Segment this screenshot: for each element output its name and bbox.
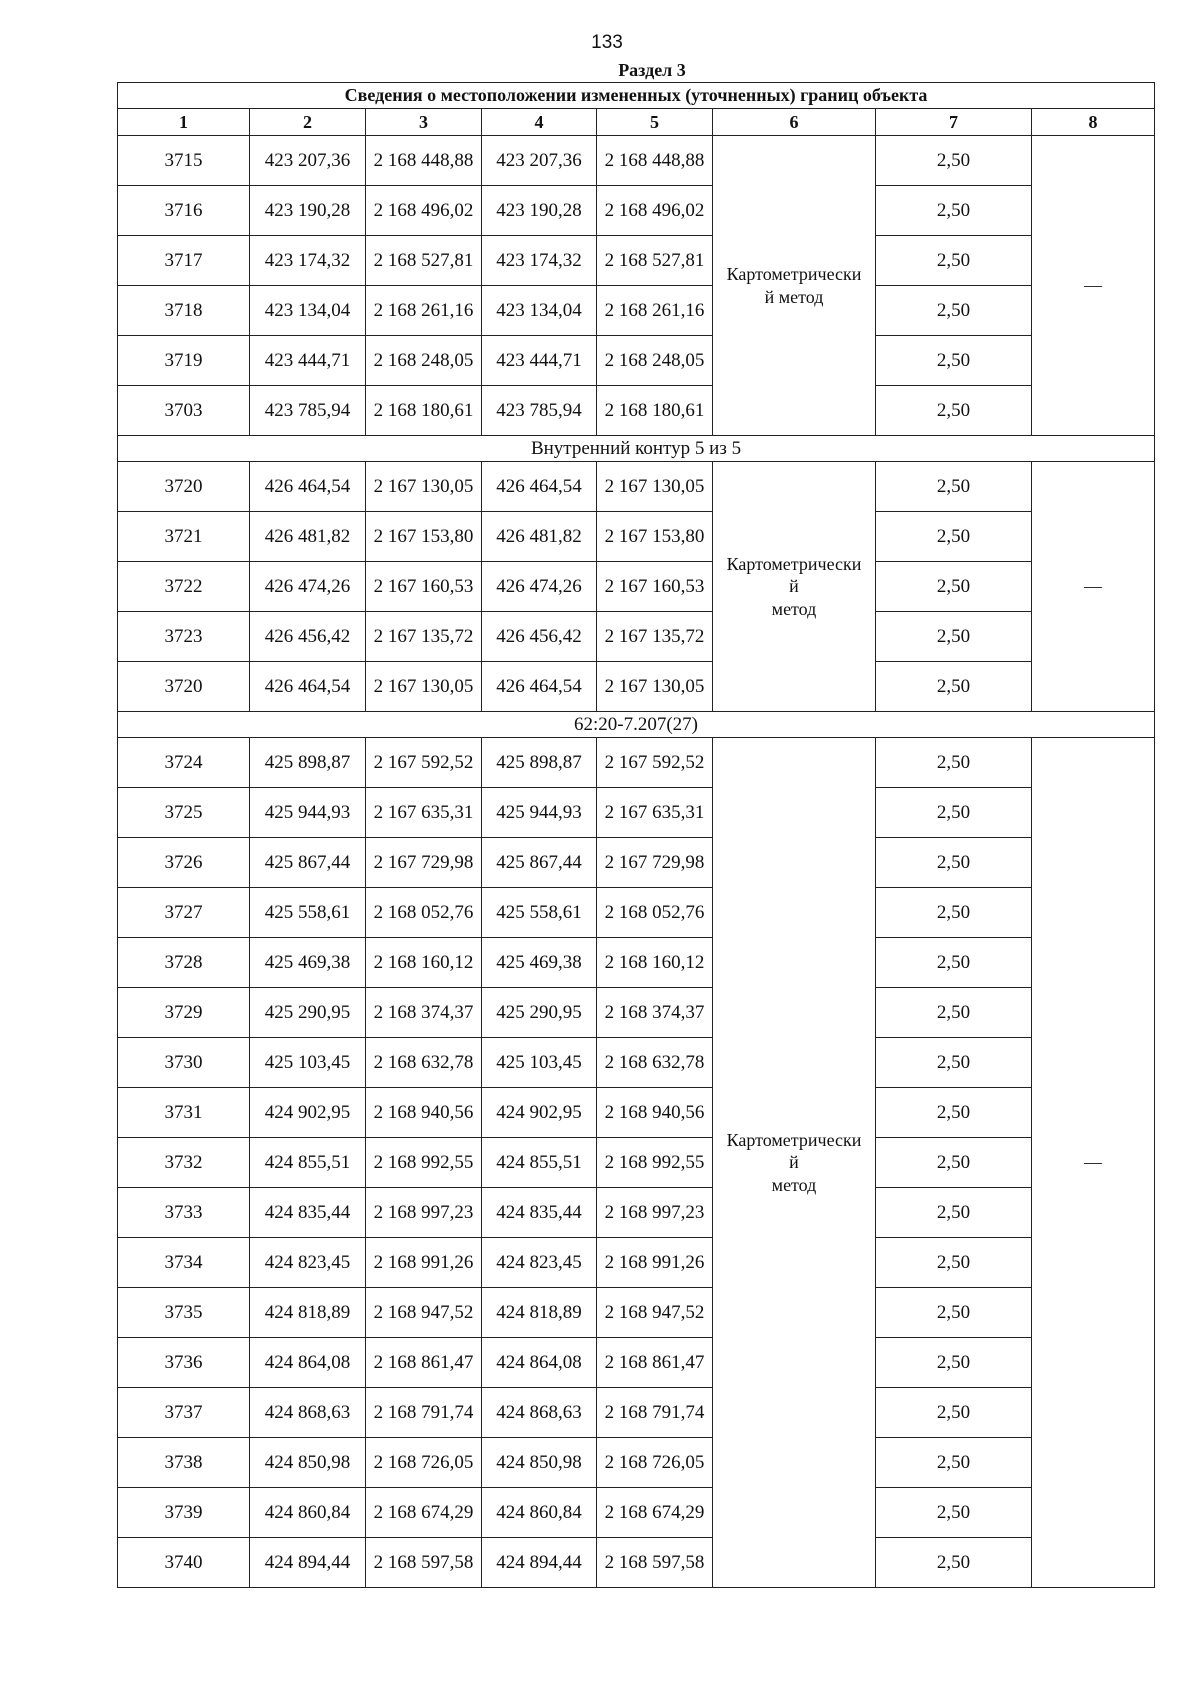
y-new-cell: 2 168 160,12 <box>597 938 713 988</box>
precision-cell: 2,50 <box>876 1038 1032 1088</box>
x-old-cell: 423 785,94 <box>250 386 366 436</box>
x-old-cell: 425 944,93 <box>250 788 366 838</box>
y-new-cell: 2 168 940,56 <box>597 1088 713 1138</box>
point-number-cell: 3728 <box>118 938 250 988</box>
x-new-cell: 426 481,82 <box>482 512 597 562</box>
y-new-cell: 2 167 160,53 <box>597 562 713 612</box>
table-row <box>118 1138 1155 1188</box>
method-text-line: й <box>789 1152 799 1173</box>
x-old-cell: 424 860,84 <box>250 1488 366 1538</box>
precision-cell: 2,50 <box>876 1238 1032 1288</box>
column-header: 7 <box>876 109 1032 136</box>
table-row <box>118 1488 1155 1538</box>
table-row <box>118 1288 1155 1338</box>
point-number-cell: 3734 <box>118 1238 250 1288</box>
precision-cell: 2,50 <box>876 788 1032 838</box>
y-old-cell: 2 168 947,52 <box>366 1288 482 1338</box>
x-old-cell: 424 855,51 <box>250 1138 366 1188</box>
x-new-cell: 423 190,28 <box>482 186 597 236</box>
point-number-cell: 3721 <box>118 512 250 562</box>
y-old-cell: 2 167 130,05 <box>366 662 482 712</box>
x-new-cell: 424 823,45 <box>482 1238 597 1288</box>
y-old-cell: 2 167 160,53 <box>366 562 482 612</box>
x-old-cell: 425 558,61 <box>250 888 366 938</box>
method-text-line: Картометрически <box>726 1129 862 1150</box>
table-row <box>118 1338 1155 1388</box>
table-row <box>118 462 1155 512</box>
table-row <box>118 512 1155 562</box>
column-header: 5 <box>597 109 713 136</box>
table-row <box>118 1088 1155 1138</box>
method-cell <box>713 462 876 712</box>
y-new-cell: 2 168 496,02 <box>597 186 713 236</box>
precision-cell: 2,50 <box>876 1488 1032 1538</box>
x-new-cell: 426 456,42 <box>482 612 597 662</box>
table-body <box>118 136 1155 1588</box>
x-old-cell: 424 835,44 <box>250 1188 366 1238</box>
contour-label-row <box>118 712 1155 738</box>
y-old-cell: 2 168 997,23 <box>366 1188 482 1238</box>
x-old-cell: 424 850,98 <box>250 1438 366 1488</box>
y-new-cell: 2 168 726,05 <box>597 1438 713 1488</box>
table-row <box>118 386 1155 436</box>
precision-cell: 2,50 <box>876 938 1032 988</box>
y-new-cell: 2 168 448,88 <box>597 136 713 186</box>
y-old-cell: 2 167 729,98 <box>366 838 482 888</box>
point-number-cell: 3729 <box>118 988 250 1038</box>
point-number-cell: 3731 <box>118 1088 250 1138</box>
point-number-cell: 3730 <box>118 1038 250 1088</box>
notes-cell: — <box>1032 462 1155 712</box>
x-new-cell: 425 944,93 <box>482 788 597 838</box>
y-old-cell: 2 167 135,72 <box>366 612 482 662</box>
x-old-cell: 426 456,42 <box>250 612 366 662</box>
x-old-cell: 423 190,28 <box>250 186 366 236</box>
table-row <box>118 788 1155 838</box>
y-old-cell: 2 168 674,29 <box>366 1488 482 1538</box>
x-old-cell: 425 469,38 <box>250 938 366 988</box>
y-new-cell: 2 167 729,98 <box>597 838 713 888</box>
y-old-cell: 2 167 153,80 <box>366 512 482 562</box>
y-old-cell: 2 167 592,52 <box>366 738 482 788</box>
y-old-cell: 2 167 635,31 <box>366 788 482 838</box>
y-new-cell: 2 168 052,76 <box>597 888 713 938</box>
precision-cell: 2,50 <box>876 1288 1032 1338</box>
table-row <box>118 286 1155 336</box>
table-row <box>118 136 1155 186</box>
x-new-cell: 424 850,98 <box>482 1438 597 1488</box>
x-new-cell: 425 103,45 <box>482 1038 597 1088</box>
y-new-cell: 2 168 791,74 <box>597 1388 713 1438</box>
x-old-cell: 425 290,95 <box>250 988 366 1038</box>
precision-cell: 2,50 <box>876 1438 1032 1488</box>
column-header: 1 <box>118 109 250 136</box>
x-new-cell: 425 469,38 <box>482 938 597 988</box>
table-row <box>118 1388 1155 1438</box>
y-old-cell: 2 168 052,76 <box>366 888 482 938</box>
y-old-cell: 2 168 180,61 <box>366 386 482 436</box>
table-row <box>118 888 1155 938</box>
y-new-cell: 2 168 248,05 <box>597 336 713 386</box>
y-new-cell: 2 168 674,29 <box>597 1488 713 1538</box>
point-number-cell: 3720 <box>118 462 250 512</box>
x-new-cell: 424 864,08 <box>482 1338 597 1388</box>
precision-cell: 2,50 <box>876 662 1032 712</box>
notes-cell: — <box>1032 136 1155 436</box>
precision-cell: 2,50 <box>876 512 1032 562</box>
point-number-cell: 3727 <box>118 888 250 938</box>
x-old-cell: 424 894,44 <box>250 1538 366 1588</box>
x-old-cell: 425 867,44 <box>250 838 366 888</box>
y-new-cell: 2 167 635,31 <box>597 788 713 838</box>
x-old-cell: 426 464,54 <box>250 662 366 712</box>
x-new-cell: 426 464,54 <box>482 662 597 712</box>
boundary-coordinates-table <box>117 82 1155 1588</box>
precision-cell: 2,50 <box>876 1538 1032 1588</box>
point-number-cell: 3732 <box>118 1138 250 1188</box>
precision-cell: 2,50 <box>876 286 1032 336</box>
column-header: 4 <box>482 109 597 136</box>
method-cell <box>713 136 876 436</box>
table-title: Сведения о местоположении измененных (уточненных) границ объекта <box>118 83 1155 109</box>
precision-cell: 2,50 <box>876 1338 1032 1388</box>
x-new-cell: 426 464,54 <box>482 462 597 512</box>
x-old-cell: 426 474,26 <box>250 562 366 612</box>
contour-label: 62:20-7.207(27) <box>118 712 1155 738</box>
precision-cell: 2,50 <box>876 888 1032 938</box>
table-row <box>118 988 1155 1038</box>
table-row <box>118 1238 1155 1288</box>
precision-cell: 2,50 <box>876 838 1032 888</box>
x-new-cell: 424 868,63 <box>482 1388 597 1438</box>
method-text-line: Картометрически <box>726 553 862 574</box>
point-number-cell: 3716 <box>118 186 250 236</box>
y-old-cell: 2 168 991,26 <box>366 1238 482 1288</box>
x-new-cell: 424 894,44 <box>482 1538 597 1588</box>
point-number-cell: 3737 <box>118 1388 250 1438</box>
table-row <box>118 236 1155 286</box>
table-row <box>118 562 1155 612</box>
y-old-cell: 2 168 160,12 <box>366 938 482 988</box>
contour-label-row <box>118 436 1155 462</box>
point-number-cell: 3720 <box>118 662 250 712</box>
y-new-cell: 2 167 592,52 <box>597 738 713 788</box>
precision-cell: 2,50 <box>876 236 1032 286</box>
point-number-cell: 3725 <box>118 788 250 838</box>
point-number-cell: 3703 <box>118 386 250 436</box>
method-text-line: метод <box>771 598 817 619</box>
x-old-cell: 423 174,32 <box>250 236 366 286</box>
y-old-cell: 2 168 992,55 <box>366 1138 482 1188</box>
x-old-cell: 424 818,89 <box>250 1288 366 1338</box>
y-old-cell: 2 168 248,05 <box>366 336 482 386</box>
method-text-line: метод <box>771 1174 817 1195</box>
y-old-cell: 2 168 527,81 <box>366 236 482 286</box>
table-row <box>118 938 1155 988</box>
method-text-line: Картометрически <box>726 264 862 284</box>
table-row <box>118 1438 1155 1488</box>
y-new-cell: 2 168 992,55 <box>597 1138 713 1188</box>
point-number-cell: 3724 <box>118 738 250 788</box>
point-number-cell: 3718 <box>118 286 250 336</box>
point-number-cell: 3733 <box>118 1188 250 1238</box>
y-new-cell: 2 168 997,23 <box>597 1188 713 1238</box>
y-old-cell: 2 168 496,02 <box>366 186 482 236</box>
table-row <box>118 186 1155 236</box>
column-header: 2 <box>250 109 366 136</box>
x-new-cell: 425 867,44 <box>482 838 597 888</box>
point-number-cell: 3738 <box>118 1438 250 1488</box>
point-number-cell: 3722 <box>118 562 250 612</box>
y-new-cell: 2 168 597,58 <box>597 1538 713 1588</box>
x-old-cell: 425 898,87 <box>250 738 366 788</box>
x-new-cell: 424 818,89 <box>482 1288 597 1338</box>
precision-cell: 2,50 <box>876 1088 1032 1138</box>
x-old-cell: 424 823,45 <box>250 1238 366 1288</box>
x-old-cell: 423 207,36 <box>250 136 366 186</box>
precision-cell: 2,50 <box>876 1388 1032 1438</box>
point-number-cell: 3719 <box>118 336 250 386</box>
precision-cell: 2,50 <box>876 738 1032 788</box>
method-text-line: й метод <box>764 286 824 307</box>
point-number-cell: 3715 <box>118 136 250 186</box>
y-new-cell: 2 168 991,26 <box>597 1238 713 1288</box>
y-old-cell: 2 168 726,05 <box>366 1438 482 1488</box>
method-text-line: й <box>789 576 799 597</box>
table-row <box>118 1038 1155 1088</box>
precision-cell: 2,50 <box>876 1138 1032 1188</box>
column-header: 8 <box>1032 109 1155 136</box>
x-new-cell: 426 474,26 <box>482 562 597 612</box>
x-new-cell: 423 134,04 <box>482 286 597 336</box>
point-number-cell: 3723 <box>118 612 250 662</box>
x-old-cell: 424 902,95 <box>250 1088 366 1138</box>
x-new-cell: 424 902,95 <box>482 1088 597 1138</box>
x-old-cell: 426 481,82 <box>250 512 366 562</box>
precision-cell: 2,50 <box>876 988 1032 1038</box>
y-old-cell: 2 168 597,58 <box>366 1538 482 1588</box>
precision-cell: 2,50 <box>876 562 1032 612</box>
y-new-cell: 2 167 153,80 <box>597 512 713 562</box>
precision-cell: 2,50 <box>876 186 1032 236</box>
notes-cell: — <box>1032 738 1155 1588</box>
x-new-cell: 423 174,32 <box>482 236 597 286</box>
x-old-cell: 423 444,71 <box>250 336 366 386</box>
precision-cell: 2,50 <box>876 462 1032 512</box>
x-old-cell: 423 134,04 <box>250 286 366 336</box>
y-new-cell: 2 168 374,37 <box>597 988 713 1038</box>
y-old-cell: 2 168 448,88 <box>366 136 482 186</box>
y-new-cell: 2 168 947,52 <box>597 1288 713 1338</box>
table-row <box>118 336 1155 386</box>
precision-cell: 2,50 <box>876 612 1032 662</box>
table-row <box>118 662 1155 712</box>
y-new-cell: 2 167 130,05 <box>597 662 713 712</box>
page-number: 133 <box>591 32 623 53</box>
y-new-cell: 2 168 180,61 <box>597 386 713 436</box>
precision-cell: 2,50 <box>876 336 1032 386</box>
x-old-cell: 424 864,08 <box>250 1338 366 1388</box>
table-row <box>118 1538 1155 1588</box>
column-header: 3 <box>366 109 482 136</box>
point-number-cell: 3740 <box>118 1538 250 1588</box>
y-new-cell: 2 168 632,78 <box>597 1038 713 1088</box>
y-old-cell: 2 168 940,56 <box>366 1088 482 1138</box>
y-old-cell: 2 168 791,74 <box>366 1388 482 1438</box>
x-new-cell: 425 898,87 <box>482 738 597 788</box>
x-new-cell: 424 860,84 <box>482 1488 597 1538</box>
x-new-cell: 424 855,51 <box>482 1138 597 1188</box>
y-old-cell: 2 168 632,78 <box>366 1038 482 1088</box>
x-old-cell: 426 464,54 <box>250 462 366 512</box>
y-old-cell: 2 168 861,47 <box>366 1338 482 1388</box>
table-row <box>118 738 1155 788</box>
x-old-cell: 424 868,63 <box>250 1388 366 1438</box>
point-number-cell: 3735 <box>118 1288 250 1338</box>
y-new-cell: 2 167 130,05 <box>597 462 713 512</box>
section-title: Раздел 3 <box>618 60 686 80</box>
table-row <box>118 838 1155 888</box>
point-number-cell: 3736 <box>118 1338 250 1388</box>
y-new-cell: 2 167 135,72 <box>597 612 713 662</box>
x-old-cell: 425 103,45 <box>250 1038 366 1088</box>
precision-cell: 2,50 <box>876 386 1032 436</box>
x-new-cell: 425 558,61 <box>482 888 597 938</box>
contour-label: Внутренний контур 5 из 5 <box>118 436 1155 462</box>
table-row <box>118 612 1155 662</box>
point-number-cell: 3739 <box>118 1488 250 1538</box>
y-old-cell: 2 168 374,37 <box>366 988 482 1038</box>
x-new-cell: 423 207,36 <box>482 136 597 186</box>
y-old-cell: 2 167 130,05 <box>366 462 482 512</box>
precision-cell: 2,50 <box>876 1188 1032 1238</box>
y-new-cell: 2 168 861,47 <box>597 1338 713 1388</box>
table-row <box>118 1188 1155 1238</box>
x-new-cell: 424 835,44 <box>482 1188 597 1238</box>
y-new-cell: 2 168 527,81 <box>597 236 713 286</box>
x-new-cell: 423 785,94 <box>482 386 597 436</box>
point-number-cell: 3726 <box>118 838 250 888</box>
y-old-cell: 2 168 261,16 <box>366 286 482 336</box>
method-cell <box>713 738 876 1588</box>
column-header: 6 <box>713 109 876 136</box>
x-new-cell: 423 444,71 <box>482 336 597 386</box>
y-new-cell: 2 168 261,16 <box>597 286 713 336</box>
x-new-cell: 425 290,95 <box>482 988 597 1038</box>
point-number-cell: 3717 <box>118 236 250 286</box>
precision-cell: 2,50 <box>876 136 1032 186</box>
